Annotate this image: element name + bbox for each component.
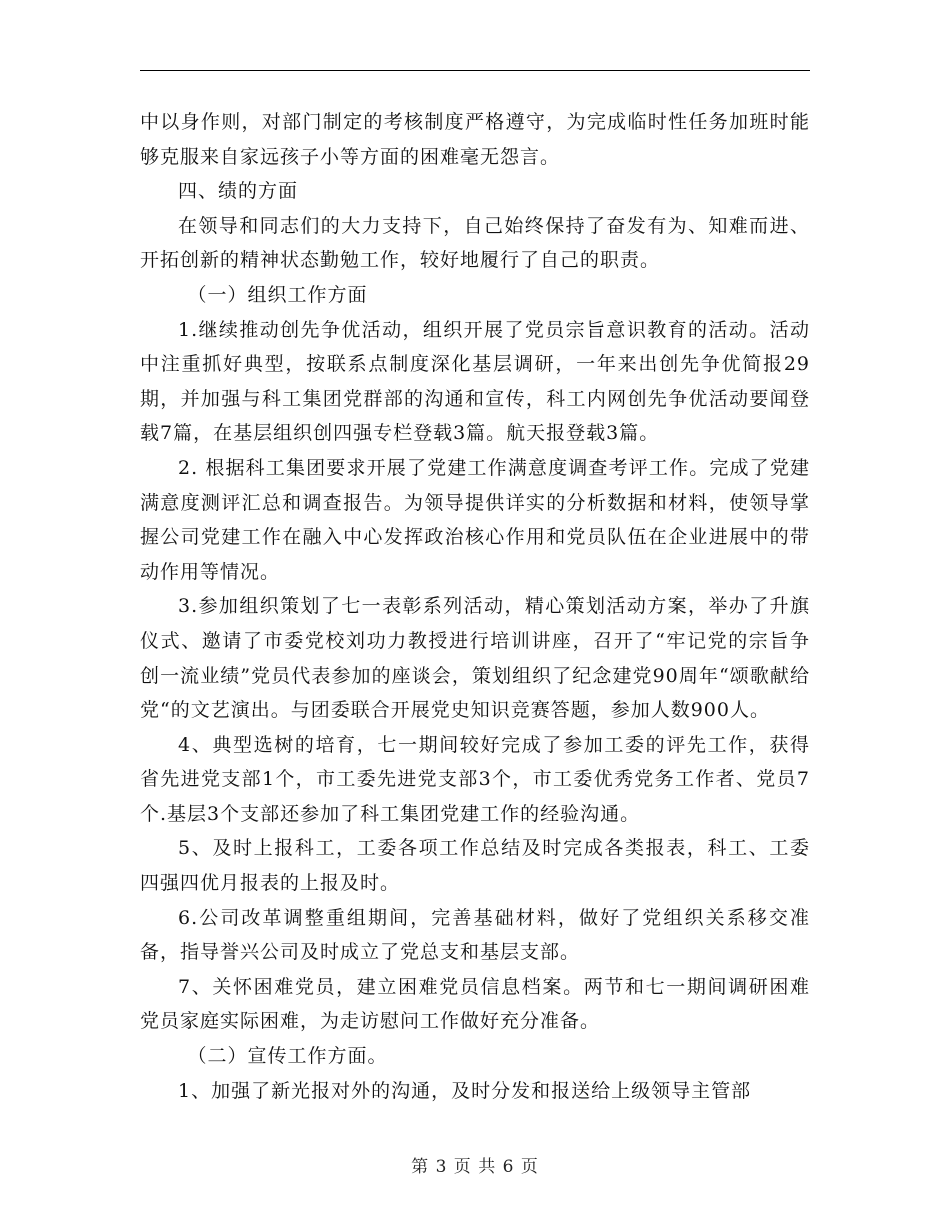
heading-publicity-work: （二）宣传工作方面。 [187,1045,388,1068]
paragraph-publicity-item-1: 1、加强了新光报对外的沟通，及时分发和报送给上级领导主管部 [178,1079,752,1102]
body-text [140,105,810,1108]
paragraph-item-3: 3.参加组织策划了七一表彰系列活动，精心策划活动方案，举办了升旗仪式、邀请了市委党校刘功力教授进行培训讲座，召开了“牢记党的宗旨争创一流业绩”党员代表参加的座谈会，策划组织了纪念建党90周年“颂歌献给党“的文艺演出。与团委联合开展党史知识竞赛答题，参加人数900人。 [140,595,810,722]
paragraph-item-7: 7、关怀困难党员，建立困难党员信息档案。两节和七一期间调研困难党员家庭实际困难，为走访慰问工作做好充分准备。 [140,975,810,1033]
heading-section-four: 四、绩的方面 [178,180,299,203]
paragraph-item-5: 5、及时上报科工，工委各项工作总结及时完成各类报表，科工、工委四强四优月报表的上报及时。 [140,837,810,895]
paragraph-section-four-intro: 在领导和同志们的大力支持下，自己始终保持了奋发有为、知难而进、开拓创新的精神状态勤勉工作，较好地履行了自己的职责。 [140,214,810,272]
page-number-footer: 第 3 页 共 6 页 [411,1157,539,1177]
paragraph-item-1: 1.继续推动创先争优活动，组织开展了党员宗旨意识教育的活动。活动中注重抓好典型，按联系点制度深化基层调研，一年来出创先争优简报29期，并加强与科工集团党群部的沟通和宣传，科工内网创先争优活动要闻登载7篇，在基层组织创四强专栏登载3篇。航天报登载3篇。 [140,318,810,445]
paragraph-continuation: 中以身作则，对部门制定的考核制度严格遵守，为完成临时性任务加班时能够克服来自家远孩子小等方面的困难毫无怨言。 [140,111,810,168]
paragraph-item-4: 4、典型选树的培育，七一期间较好完成了参加工委的评先工作，获得省先进党支部1个，市工委先进党支部3个，市工委优秀党务工作者、党员7个.基层3个支部还参加了科工集团党建工作的经验沟通。 [140,733,810,825]
paragraph-item-6: 6.公司改革调整重组期间，完善基础材料，做好了党组织关系移交准备，指导誉兴公司及时成立了党总支和基层支部。 [140,906,810,964]
heading-organization-work: （一）组织工作方面 [187,283,368,306]
header-rule [140,70,810,71]
paragraph-item-2: 2. 根据科工集团要求开展了党建工作满意度调查考评工作。完成了党建满意度测评汇总和调查报告。为领导提供详实的分析数据和材料，使领导掌握公司党建工作在融入中心发挥政治核心作用和党员队伍在企业进展中的带动作用等情况。 [140,456,810,583]
